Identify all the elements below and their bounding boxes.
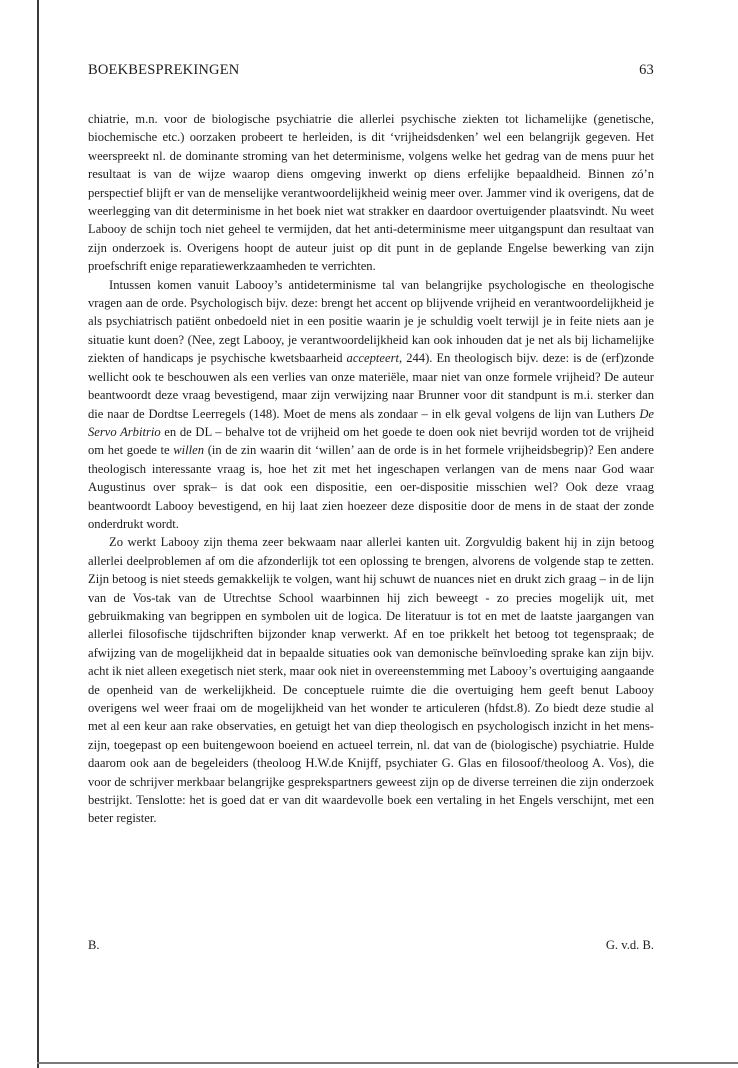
signature-left: B. (88, 938, 100, 952)
paragraph-1 (88, 110, 654, 276)
italic-term: willen (173, 443, 205, 458)
paragraph-text: chiatrie, m.n. voor de biologische psychiatrie die allerlei psychische ziekten tot lichamelijke (genetische, biochemische etc.) oorzaken probeert te herleiden, is dit ‘vrijheidsdenken’ wel een belangrijk gegeven. Het weerspreekt nl. de dominante stroming van het determinisme, volgens welke het gedrag van de mens puur het resultaat is van de wijze waarop diens omgeving inwerkt op diens erfelijke bepaaldheid. Binnen zó’n perspectief blijft er van de menselijke verantwoordelijkheid weinig meer over. Jammer vind ik overigens, dat de weerlegging van dit determinisme in het boek niet wat strakker en daardoor overtuigender plaatsvindt. Nu weet Labooy de schijn toch niet geheel te vermijden, dat het anti-determinisme meer uitgangspunt dan resultaat van zijn onderzoek is. Overigens hoopt de auteur juist op dit punt in de geplande Engelse bewerking van zijn proefschrift enige reparatiewerkzaamheden te verrichten. (88, 112, 654, 274)
paragraph-text: Zo werkt Labooy zijn thema zeer bekwaam naar allerlei kanten uit. Zorgvuldig bakent hij in zijn betoog allerlei deelproblemen af om die afzonderlijk tot een oplossing te brengen, alvorens de volgende stap te zetten. Zijn betoog is niet steeds gemakkelijk te volgen, want hij schuwt de nuances niet en drukt zich graag – in de lijn van de Vos-tak van de Utrechtse School waarbinnen hij zich beweegt - zo precies mogelijk uit, met gebruikmaking van begrippen en symbolen uit de logica. De literatuur is tot en met de laatste jaargangen van allerlei filosofische tijdschriften bijzonder knap verwerkt. Af en toe prikkelt het betoog tot tegenspraak; de afwijzing van de mogelijkheid dat in bepaalde situaties ook van demonische beïnvloeding sprake kan zijn bijv. acht ik niet alleen exegetisch niet sterk, maar ook niet in overeenstemming met Labooy’s overtuiging aangaande de openheid van de werkelijkheid. De conceptuele ruimte die die overtuiging hem geeft benut Labooy overigens wel weer fraai om de mogelijkheid van het wonder te articuleren (hfdst.8). Zo biedt deze studie al met al een keur aan rake observaties, en getuigt het van diep theologisch en psychologisch inzicht in het mens-zijn, toegepast op een buitengewoon boeiend en actueel terrein, nl. dat van de (biologische) psychiatrie. Hulde daarom ook aan de begeleiders (theoloog H.W.de Knijff, psychiater G. Glas en filosoof/theoloog A. Vos), die voor de schrijver merkbaar belangrijke gesprekspartners geweest zijn op de diverse terreinen die zijn onderzoek bestrijkt. Tenslotte: het is goed dat er van dit waardevolle boek een vertaling in het Engels verschijnt, met een beter register. (88, 535, 654, 826)
italic-title: De Servo Arbitrio (88, 406, 654, 439)
page-header (88, 62, 654, 82)
paragraph-2 (88, 276, 654, 534)
reviewer-initials: G. v.d. B. (605, 938, 654, 952)
scan-edge-left (37, 0, 39, 1068)
paragraph-text: en de DL – behalve tot de vrijheid om het goede te doen ook niet bevrijd worden tot de vrijheid om het goede te (88, 424, 654, 458)
page-number: 63 (639, 62, 654, 78)
paragraph-3 (88, 533, 654, 828)
body-text (88, 110, 654, 828)
running-head: BOEKBESPREKINGEN (88, 62, 240, 78)
scan-edge-bottom (37, 1062, 738, 1064)
italic-term: accepteert (346, 351, 399, 366)
signature-line (88, 938, 654, 956)
paragraph-text: , 244). En theologisch bijv. deze: is de (erf)zonde wellicht ook te beschouwen als een verlies van onze materiële, maar niet van onze formele vrijheid? De auteur beantwoordt deze vraag bevestigend, maar zijn verwijzing naar Brunner voor dit standpunt is m.i. sterker dan die naar de Dordtse Leerregels (148). Moet de mens als zondaar – in elk geval volgens de lijn van Luthers (88, 351, 654, 421)
paragraph-text: Intussen komen vanuit Labooy’s antideterminisme tal van belangrijke psychologische en theologische vragen aan de orde. Psychologisch bijv. deze: brengt het accent op blijvende vrijheid en verantwoordelijkheid je als psychiatrisch patiënt onbedoeld niet in een positie waarin je je schuldig voelt terwijl je in feite niets aan je situatie kunt doen? (Nee, zegt Labooy, je verantwoordelijkheid kan ook inhouden dat je net als bij lichamelijke ziekten of handicaps je psychische kwetsbaarheid (88, 277, 654, 366)
paragraph-text: (in de zin waarin dit ‘willen’ aan de orde is in het formele vrijheidsbegrip)? Een andere theologisch interessante vraag is, hoe het zit met het ingeschapen verlangen van de mens naar God waar Augustinus over sprak– is dat ook een dispositie, een oer-dispositie misschien wel? Ook deze vraag beantwoordt Labooy bevestigend, en hij laat zien hoezeer deze dispositie door de mens in de staat der zonde onderdrukt wordt. (88, 443, 654, 531)
